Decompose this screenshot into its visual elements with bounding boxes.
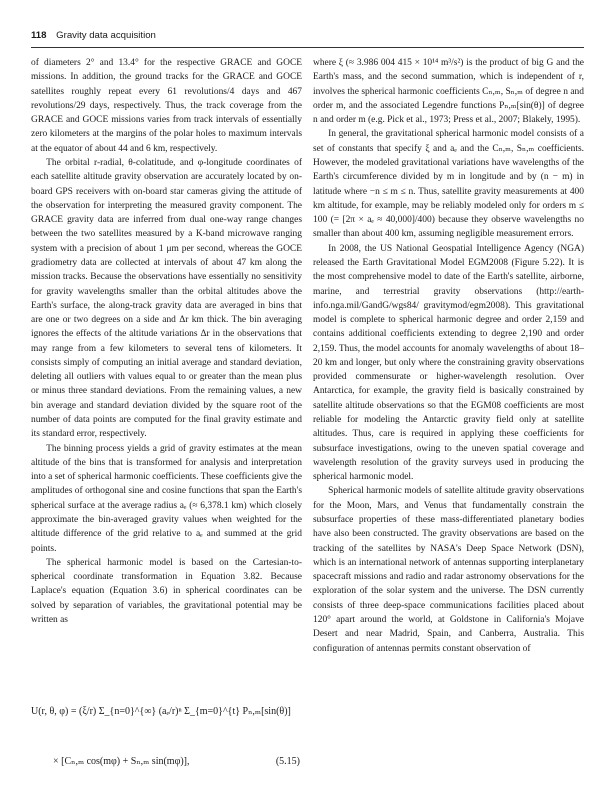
equation-number: (5.15) xyxy=(275,756,300,767)
paragraph: where ξ (≈ 3.986 004 415 × 10¹⁴ m³/s²) is the product of big G and the Earth's mass, and the second summation, which is independent of r, involves the spherical harmonic coefficients Cₙ,ₘ, Sₙ,ₘ of degree n and order m, and the associated Legendre functions Pₙ,ₘ[sin(θ)] of degree n and order m (e.g. Pick et al., 1973; Press et al., 2007; Blakely, 1995). xyxy=(313,58,584,126)
running-title: Gravity data acquisition xyxy=(56,30,156,41)
left-column xyxy=(31,56,302,627)
equation-line-1: U(r, θ, φ) = (ξ/r) Σ_{n=0}^{∞} (aₑ/r)ⁿ Σ_{m=0}^{t} Pₙ,ₘ[sin(θ)] xyxy=(31,706,291,717)
equation-5-15 xyxy=(31,706,302,776)
paragraph: Spherical harmonic models of satellite altitude gravity observations for the Moon, Mars, and Venus that fundamentally constrain the subsurface properties of these mass-differentiated planetary bodies have also been constructed. The gravity observations are based on the tracking of the satellites by NASA's Deep Space Network (DSN), which is an international network of antennas supporting interplanetary spacecraft missions and radio and radar astronomy observations for the exploration of the solar system and the universe. The DSN currently consists of three deep-space communications facilities placed about 120° apart around the world, at Goldstone in California's Mojave Desert and near Madrid, Spain, and Canberra, Australia. This configuration of antennas permits constant observation of xyxy=(313,486,584,654)
paragraph: The spherical harmonic model is based on the Cartesian-to-spherical coordinate transformation in Equation 3.82. Because Laplace's equation (Equation 3.6) in spherical coordinates can be solved by separation of variables, the gravitational potential may be written as xyxy=(31,557,302,625)
paragraph: In 2008, the US National Geospatial Intelligence Agency (NGA) released the Earth Gravitational Model EGM2008 (Figure 5.22). It is the most comprehensive model to date of the Earth's satellite, airborne, marine, and terrestrial gravity observations (http://earth-info.nga.mil/GandG/wgs84/ gravitymod/egm2008). This gravitational model is complete to spherical harmonic degree and order 2,159 and contains additional coefficients extending to degree 2,190 and order 2,159. Thus, the model accounts for anomaly wavelengths of about 18–20 km and longer, but only where the constraining gravity observations provided commensurate or higher-wavelength resolution. Over Antarctica, for example, the gravity field is basically constrained by satellite altitude observations so that the EGM08 coefficients are most reliable for modeling the Antarctic gravity field only at satellite altitudes. Thus, care is required in applying these coefficients for subsurface investigations, owing to the uneven spatial coverage and wavelength resolution of the gravity surveys used in producing the spherical harmonic model. xyxy=(313,243,584,483)
paragraph: In general, the gravitational spherical harmonic model consists of a set of constants that specify ξ and aₑ and the Cₙ,ₘ, Sₙ,ₘ coefficients. However, the modeled gravitational variations have wavelengths of the Earth's circumference divided by m in longitude and by (n − m) in latitude where −n ≤ m ≤ n. Thus, satellite gravity measurements at 400 km altitude, for example, may be reliably modeled only for orders m ≤ 100 (= [2π × aₑ ≈ 40,000]/400) because they observe wavelengths no smaller than about 400 km, assuming negligible measurement errors. xyxy=(313,129,584,240)
page-number: 118 xyxy=(31,30,47,41)
paragraph: The binning process yields a grid of gravity estimates at the mean altitude of the bins that is transformed for analysis and interpretation into a set of spherical harmonic coefficients. These coefficients give the amplitudes of orthogonal sine and cosine functions that span the Earth's spherical surface at the average radius aₑ (≈ 6,378.1 km) which closely approximate the bin-averaged gravity values when weighted for the altitude difference of the grid relative to aₑ and summed at the grid points. xyxy=(31,443,302,554)
header-rule xyxy=(31,47,584,48)
paragraph: of diameters 2° and 13.4° for the respective GRACE and GOCE missions. In addition, the ground tracks for the GRACE and GOCE satellites roughly repeat every 61 revolutions/4 days and 467 revolutions/29 days, respectively. Thus, the track coverage from the GRACE and GOCE missions varies from track intervals of essentially zero kilometers at the margins of the polar holes to maximum intervals at the equator of about 44 and 6 km, respectively. xyxy=(31,58,302,154)
running-header xyxy=(31,30,584,41)
equation-line-2: × [Cₙ,ₘ cos(mφ) + Sₙ,ₘ sin(mφ)], xyxy=(53,756,190,767)
paragraph: The orbital r-radial, θ-colatitude, and φ-longitude coordinates of each satellite altitude gravity observation are accurately located by on-board GPS receivers with on-board star cameras giving the attitude of the observation for interpreting the measured gravity component. The GRACE gravity data are inferred from dual one-way range changes between the two satellites measured by a K-band microwave ranging system with a precision of about 1 μm per second, whereas the GOCE gradiometry data are collected at intervals of about 47 km along the mission tracks. Because the observations have essentially no sensitivity for gravity wavelengths smaller than the orbital altitudes above the Earth's surface, the along-track gravity data are averaged in bins that are one or two degrees on a side and Δr km thick. The bin averaging ignores the effects of the altitude variations Δr in the observations that may range from a few kilometers to several tens of kilometers. It consists simply of computing an initial average and standard deviation, deleting all outliers with values equal to or greater than the mean plus or minus three standard deviations. From the remaining values, a new bin average and standard deviation divided by the square root of the number of data points are computed for the final gravity estimate and its standard error, respectively. xyxy=(31,157,302,440)
right-column xyxy=(313,56,584,656)
